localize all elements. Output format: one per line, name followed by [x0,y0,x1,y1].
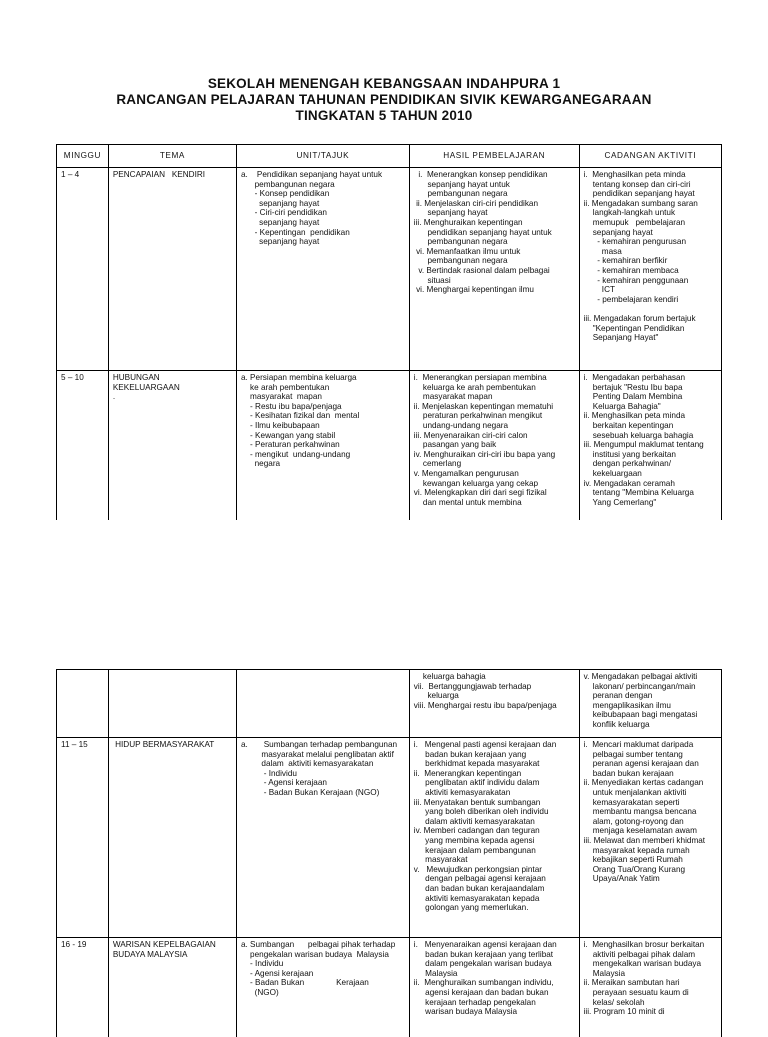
cell-text-line: ICT [584,285,718,295]
cell-text-line: i. Menerangkan persiapan membina [414,373,576,383]
cell-text-line: i. Mengenal pasti agensi kerajaan dan [414,740,576,750]
cell-text-line: iii. Menyatakan bentuk sumbangan [414,798,576,808]
cell-text-line: PENCAPAIAN KENDIRI [113,170,233,180]
cell-text-line: - Ilmu keibubapaan [241,421,406,431]
cell-text-line: sepanjang hayat [241,237,406,247]
cell-unit [236,168,409,371]
cell-text-line: ii. Menghasilkan peta minda [584,411,718,421]
cell-text-line: v. Mewujudkan perkongsian pintar [414,865,576,875]
cell-minggu [57,371,109,523]
cell-text-line: kemasyarakatan seperti [584,798,718,808]
table-row [57,938,722,1037]
cell-text-line: alam, gotong-royong dan [584,817,718,827]
cell-text-line: mengaplikasikan ilmu [584,701,718,711]
column-header-minggu: MINGGU [57,145,109,168]
cell-text-line: kerajaan dalam pembangunan [414,846,576,856]
cell-tema [108,168,236,371]
school-name-heading: SEKOLAH MENENGAH KEBANGSAAN INDAHPURA 1 [0,76,768,91]
cell-text-line: kelas/ sekolah [584,998,718,1008]
cell-text-line: undang-undang negara [414,421,576,431]
plan-title-heading: RANCANGAN PELAJARAN TAHUNAN PENDIDIKAN SIVIK KEWARGANEGARAAN [0,92,768,107]
table-row [57,738,722,938]
cell-text-line: keibubapaan bagi mengatasi [584,710,718,720]
cell-text-line: - Agensi kerajaan [241,778,406,788]
cell-text-line: kekeluargaan [584,469,718,479]
page-break [0,520,768,670]
cell-text-line: i. Menghasilkan brosur berkaitan [584,940,718,950]
cell-text-line: iii. Menyenaraikan ciri-ciri calon [414,431,576,441]
cell-text-line: Penting Dalam Membina [584,392,718,402]
cell-text-line: - kemahiran penggunaan [584,276,718,286]
cell-text-line: berkaitan kepentingan [584,421,718,431]
cell-text-line: sepanjang hayat [241,218,406,228]
cell-text-line: HUBUNGAN [113,373,233,383]
cell-text-line: sepanjang hayat untuk [414,180,576,190]
cell-text-line: iv. Memberi cadangan dan teguran [414,826,576,836]
cell-text-line: . [113,392,233,402]
cell-aktiviti [579,938,721,1037]
cell-text-line: masyarakat mapan [414,392,576,402]
cell-text-line: memupuk pembelajaran [584,218,718,228]
cell-unit [236,938,409,1037]
cell-text-line: warisan budaya Malaysia [414,1007,576,1017]
cell-text-line: Malaysia [584,969,718,979]
cell-text-line: konflik keluarga [584,720,718,730]
cell-aktiviti [579,168,721,371]
cell-text-line: - Badan Bukan Kerajaan [241,978,406,988]
cell-text-line: agensi kerajaan dan badan bukan [414,988,576,998]
cell-text-line: pendidikan sepanjang hayat untuk [414,228,576,238]
cell-text-line: yang membina kepada agensi [414,836,576,846]
cell-text-line: (NGO) [241,988,406,998]
cell-text-line: aktiviti kemasyarakatan [414,788,576,798]
cell-text-line: aktiviti pelbagai pihak dalam [584,950,718,960]
cell-text-line: ii. Menghuraikan sumbangan individu, [414,978,576,988]
cell-text-line: - kemahiran membaca [584,266,718,276]
cell-text-line: Yang Cemerlang" [584,498,718,508]
cell-text-line: iii. Menghuraikan kepentingan [414,218,576,228]
cell-text-line: i. Menghasilkan peta minda [584,170,718,180]
cell-text-line: iii. Mengumpul maklumat tentang [584,440,718,450]
cell-text-line: - Kepentingan pendidikan [241,228,406,238]
cell-text-line: - Restu ibu bapa/penjaga [241,402,406,412]
cell-text-line: masyarakat melalui penglibatan aktif [241,750,406,760]
cell-text-line: sesebuah keluarga bahagia [584,431,718,441]
form-year-heading: TINGKATAN 5 TAHUN 2010 [0,108,768,123]
cell-tema [108,738,236,938]
cell-text-line: ke arah pembentukan [241,383,406,393]
cell-text-line: berkhidmat kepada masyarakat [414,759,576,769]
column-header-hasil: HASIL PEMBELAJARAN [409,145,579,168]
cell-text-line: yang boleh diberikan oleh individu [414,807,576,817]
column-header-aktiviti: CADANGAN AKTIVITI [579,145,721,168]
cell-text-line: dan mental untuk membina [414,498,576,508]
cell-text-line: a. Pendidikan sepanjang hayat untuk [241,170,406,180]
cell-text-line: lakonan/ perbincangan/main [584,682,718,692]
cell-text-line: - mengikut undang-undang [241,450,406,460]
cell-text-line: vi. Memanfaatkan ilmu untuk [414,247,576,257]
cell-text-line: membantu mangsa bencana [584,807,718,817]
cell-text-line: aktiviti kemasyarakatan kepada [414,894,576,904]
cell-minggu [57,938,109,1037]
cell-text-line: Sepanjang Hayat" [584,333,718,343]
cell-text-line: dengan perkahwinan/ [584,459,718,469]
cell-text-line: BUDAYA MALAYSIA [113,950,233,960]
cell-aktiviti [579,371,721,523]
table-row [57,168,722,371]
cell-text-line: vi. Melengkapkan diri dari segi fizikal [414,488,576,498]
cell-text-line: peraturan perkahwinan mengikut [414,411,576,421]
cell-text-line: - Agensi kerajaan [241,969,406,979]
cell-text-line: kebajikan seperti Rumah [584,855,718,865]
cell-text-line: a. Persiapan membina keluarga [241,373,406,383]
cell-text-line: situasi [414,276,576,286]
cell-text-line: keluarga [414,691,576,701]
cell-unit [236,371,409,523]
cell-text-line: cemerlang [414,459,576,469]
table-row [57,670,722,738]
cell-text-line: - Ciri-ciri pendidikan [241,208,406,218]
cell-text-line: - Peraturan perkahwinan [241,440,406,450]
cell-text-line: - kemahiran pengurusan [584,237,718,247]
cell-text-line: - kemahiran berfikir [584,256,718,266]
cell-text-line: pendidikan sepanjang hayat [584,189,718,199]
cell-text-line: dalam aktiviti kemasyarakatan [241,759,406,769]
cell-text-line: v. Bertindak rasional dalam pelbagai [414,266,576,276]
cell-text-line: dan badan bukan kerajaandalam [414,884,576,894]
cell-text-line: "Kepentingan Pendidikan [584,324,718,334]
cell-text-line: masyarakat [414,855,576,865]
cell-text-line: - Kesihatan fizikal dan mental [241,411,406,421]
cell-text-line: dalam pengekalan warisan budaya [414,959,576,969]
cell-text-line: perayaan sesuatu kaum di [584,988,718,998]
cell-text-line: langkah-langkah untuk [584,208,718,218]
cell-unit [236,738,409,938]
cell-text-line: pembangunan negara [414,256,576,266]
cell-text-line: peranan dengan [584,691,718,701]
cell-text-line [584,304,718,314]
cell-text-line: KEKELUARGAAN [113,383,233,393]
cell-text-line: i. Mengadakan perbahasan [584,373,718,383]
cell-minggu [57,738,109,938]
cell-text-line: sepanjang hayat [584,228,718,238]
cell-hasil [409,670,579,738]
cell-minggu [57,168,109,371]
cell-text-line: sepanjang hayat [414,208,576,218]
cell-text-line: bertajuk "Restu Ibu bapa [584,383,718,393]
cell-text-line: iv. Menghuraikan ciri-ciri ibu bapa yang [414,450,576,460]
cell-text-line: iv. Mengadakan ceramah [584,479,718,489]
cell-text-line: mengekalkan warisan budaya [584,959,718,969]
cell-hasil [409,168,579,371]
cell-hasil [409,371,579,523]
cell-text-line: keluarga bahagia [414,672,576,682]
cell-text-line: menjaga keselamatan awam [584,826,718,836]
cell-text-line: HIDUP BERMASYARAKAT [113,740,233,750]
cell-tema [108,670,236,738]
cell-text-line: pembangunan negara [414,189,576,199]
cell-text-line: i. Menyenaraikan agensi kerajaan dan [414,940,576,950]
cell-text-line: institusi yang berkaitan [584,450,718,460]
cell-hasil [409,738,579,938]
cell-text-line: vi. Menghargai kepentingan ilmu [414,285,576,295]
cell-text-line: a. Sumbangan terhadap pembangunan [241,740,406,750]
cell-text-line: - pembelajaran kendiri [584,295,718,305]
lesson-plan-table-page-2 [56,669,722,1037]
cell-text-line: - Badan Bukan Kerajaan (NGO) [241,788,406,798]
cell-text-line: iii. Program 10 minit di [584,1007,718,1017]
cell-text-line: a. Sumbangan pelbagai pihak terhadap [241,940,406,950]
cell-text-line: peranan agensi kerajaan dan [584,759,718,769]
lesson-plan-table-page-1 [56,144,722,523]
cell-hasil [409,938,579,1037]
cell-text-line: masa [584,247,718,257]
table-header-row [57,145,722,168]
cell-text-line: 1 – 4 [61,170,105,180]
cell-text-line: Malaysia [414,969,576,979]
cell-text-line: ii. Mengadakan sumbang saran [584,199,718,209]
cell-text-line: v. Mengamalkan pengurusan [414,469,576,479]
column-header-tema: TEMA [108,145,236,168]
cell-text-line: v. Mengadakan pelbagai aktiviti [584,672,718,682]
cell-text-line: Keluarga Bahagia" [584,402,718,412]
cell-text-line: masyarakat kepada rumah [584,846,718,856]
cell-text-line: kewangan keluarga yang cekap [414,479,576,489]
cell-text-line: - Konsep pendidikan [241,189,406,199]
cell-text-line: masyarakat mapan [241,392,406,402]
cell-text-line: i. Mencari maklumat daripada [584,740,718,750]
cell-text-line: pembangunan negara [241,180,406,190]
table-row [57,371,722,523]
cell-text-line: 11 – 15 [61,740,105,750]
cell-text-line: pembangunan negara [414,237,576,247]
cell-text-line: tentang "Membina Keluarga [584,488,718,498]
cell-text-line: viii. Menghargai restu ibu bapa/penjaga [414,701,576,711]
cell-text-line: golongan yang memerlukan. [414,903,576,913]
cell-aktiviti [579,738,721,938]
cell-tema [108,938,236,1037]
cell-text-line: untuk menjalankan aktiviti [584,788,718,798]
cell-text-line: Upaya/Anak Yatim [584,874,718,884]
cell-text-line: tentang konsep dan ciri-ciri [584,180,718,190]
cell-text-line: ii. Menerangkan kepentingan [414,769,576,779]
cell-text-line: pasangan yang baik [414,440,576,450]
cell-text-line: pelbagai sumber tentang [584,750,718,760]
cell-text-line: 5 – 10 [61,373,105,383]
cell-text-line: - Individu [241,959,406,969]
cell-text-line: ii. Menjelaskan kepentingan mematuhi [414,402,576,412]
cell-text-line: iii. Mengadakan forum bertajuk [584,314,718,324]
cell-text-line: badan bukan kerajaan [584,769,718,779]
cell-text-line: badan bukan kerajaan yang terlibat [414,950,576,960]
cell-text-line: WARISAN KEPELBAGAIAN [113,940,233,950]
cell-unit [236,670,409,738]
cell-text-line: sepanjang hayat [241,199,406,209]
cell-text-line: Orang Tua/Orang Kurang [584,865,718,875]
cell-text-line: dalam aktiviti kemasyarakatan [414,817,576,827]
cell-text-line: iii. Melawat dan memberi khidmat [584,836,718,846]
cell-text-line: dengan pelbagai agensi kerajaan [414,874,576,884]
cell-aktiviti [579,670,721,738]
cell-text-line: penglibatan aktif individu dalam [414,778,576,788]
cell-text-line: kerajaan terhadap pengekalan [414,998,576,1008]
cell-text-line: - Kewangan yang stabil [241,431,406,441]
cell-text-line: keluarga ke arah pembentukan [414,383,576,393]
cell-text-line: badan bukan kerajaan yang [414,750,576,760]
cell-text-line: ii. Menyediakan kertas cadangan [584,778,718,788]
cell-text-line: 16 - 19 [61,940,105,950]
cell-text-line: negara [241,459,406,469]
cell-minggu [57,670,109,738]
cell-text-line: i. Menerangkan konsep pendidikan [414,170,576,180]
column-header-unit: UNIT/TAJUK [236,145,409,168]
cell-text-line: - Individu [241,769,406,779]
cell-text-line: ii. Menjelaskan ciri-ciri pendidikan [414,199,576,209]
cell-tema [108,371,236,523]
cell-text-line: ii. Meraikan sambutan hari [584,978,718,988]
cell-text-line: vii. Bertanggungjawab terhadap [414,682,576,692]
cell-text-line: pengekalan warisan budaya Malaysia [241,950,406,960]
